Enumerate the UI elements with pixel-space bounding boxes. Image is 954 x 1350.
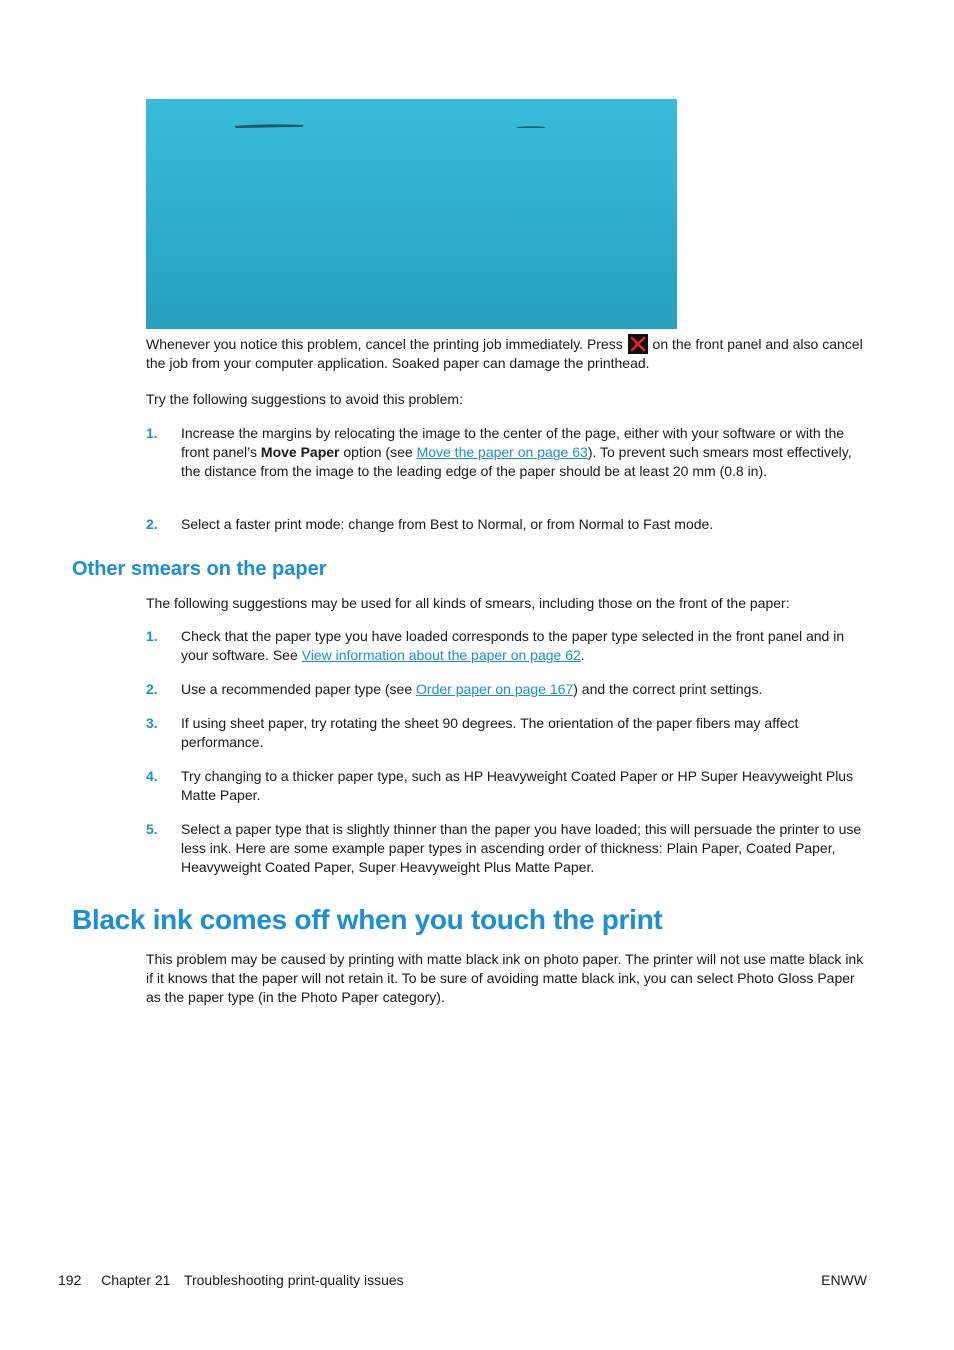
page-footer xyxy=(58,1271,404,1290)
intro-paragraph xyxy=(146,334,871,373)
chapter-label: Chapter 21 xyxy=(101,1272,171,1288)
list-number: 1. xyxy=(146,425,158,441)
list-item xyxy=(146,767,871,805)
move-paper-option: Move Paper xyxy=(260,444,340,460)
view-paper-info-link[interactable]: View information about the paper on page 62 xyxy=(301,647,581,663)
footer-enww: ENWW xyxy=(821,1272,867,1288)
list-item-text: Select a paper type that is slightly thinner than the paper you have loaded; this will persuade the printer to use less ink. Here are some example paper types in ascending order of thickness: Plain Paper, Coated Paper, Heavyweight Coated Paper, Super Heavyweight Plus Matte Paper. xyxy=(181,821,862,875)
section-heading-black-ink: Black ink comes off when you touch the print xyxy=(72,904,663,935)
intro-text-before: Whenever you notice this problem, cancel the printing job immediately. Press xyxy=(146,336,627,352)
chapter-title: Troubleshooting print-quality issues xyxy=(183,1272,404,1288)
list-number: 2. xyxy=(146,516,158,532)
list-item-text: Check that the paper type you have loaded corresponds to the paper type selected in the front panel and in your software. See View information about the paper on page 62. xyxy=(181,628,845,663)
suggestions-intro: Try the following suggestions to avoid this problem: xyxy=(146,391,463,407)
list-item-text: Increase the margins by relocating the image to the center of the page, either with your software or with the front panel’s Move Paper option (see Move the paper on page 63). To prevent such smears most effectively, the distance from the image to the leading edge of the paper should be at least 20 mm (0.8 in). xyxy=(181,425,852,479)
page-number: 192 xyxy=(58,1272,82,1288)
list-number: 3. xyxy=(146,715,158,731)
list-item xyxy=(146,820,871,877)
list-item xyxy=(146,680,871,699)
cancel-x-icon xyxy=(628,334,648,354)
list-item xyxy=(146,714,871,752)
smear-example-image xyxy=(146,99,677,329)
intro-text-after: on the front panel and also cancel the job from your computer application. Soaked paper can damage the printhead. xyxy=(146,336,863,371)
order-paper-link[interactable]: Order paper on page 167 xyxy=(416,681,574,697)
list-number: 4. xyxy=(146,768,158,784)
list-item-text: Select a faster print mode: change from Best to Normal, or from Normal to Fast mode. xyxy=(181,516,714,532)
list-item xyxy=(146,424,871,481)
section-heading-other-smears: Other smears on the paper xyxy=(72,558,327,580)
smears-intro: The following suggestions may be used for all kinds of smears, including those on the front of the paper: xyxy=(146,595,790,611)
smear-marks xyxy=(146,99,677,329)
move-paper-link[interactable]: Move the paper on page 63 xyxy=(416,444,588,460)
list-number: 5. xyxy=(146,821,158,837)
list-item-text: Try changing to a thicker paper type, such as HP Heavyweight Coated Paper or HP Super Heavyweight Plus Matte Paper. xyxy=(181,768,854,803)
list-item xyxy=(146,515,871,534)
list-number: 1. xyxy=(146,628,158,644)
list-number: 2. xyxy=(146,681,158,697)
black-ink-body: This problem may be caused by printing with matte black ink on photo paper. The printer will not use matte black ink if it knows that the paper will not retain it. To be sure of avoiding matte black ink, you can select Photo Gloss Paper as the paper type (in the Photo Paper category). xyxy=(146,951,864,1005)
list-item xyxy=(146,627,871,665)
list-item-text: If using sheet paper, try rotating the sheet 90 degrees. The orientation of the paper fibers may affect performance. xyxy=(181,715,799,750)
list-item-text: Use a recommended paper type (see Order paper on page 167) and the correct print settings. xyxy=(181,681,763,697)
